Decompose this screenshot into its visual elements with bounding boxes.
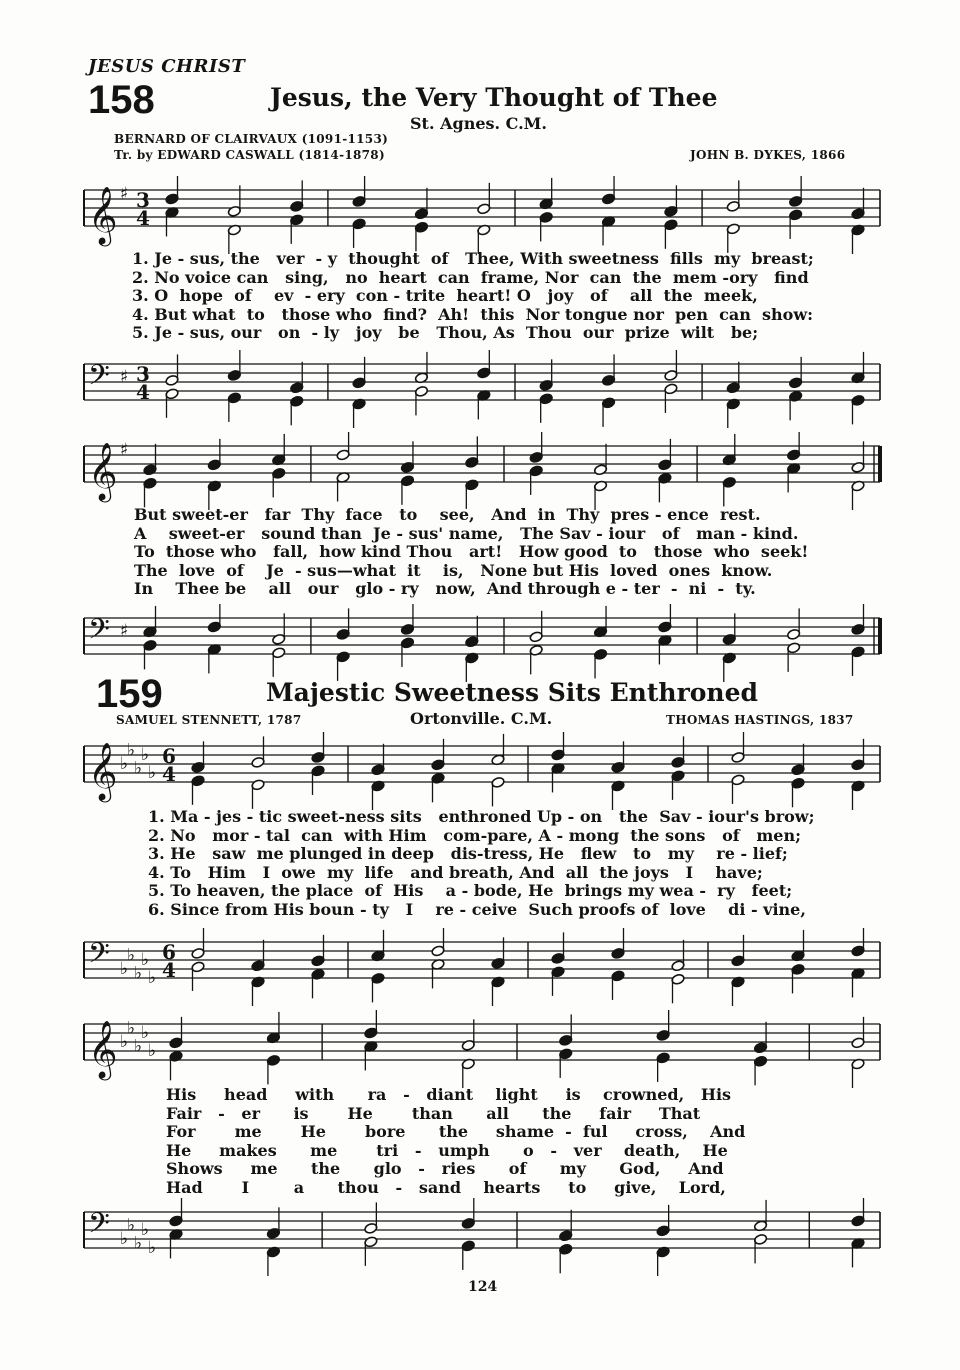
lyric-line: 6. Since from His boun - ty I re - ceive Such proofs of love di - vine,: [148, 899, 806, 919]
music-system: [0, 350, 960, 430]
flat-icon: ♭: [141, 950, 150, 970]
time-signature: 3: [136, 188, 150, 212]
flat-icon: ♭: [120, 1229, 129, 1249]
lyric-line: A sweet-er sound than Je - sus' name, The Sav - iour of man - kind.: [134, 523, 799, 543]
flat-icon: ♭: [134, 758, 143, 779]
composer-credit: THOMAS HASTINGS, 1837: [666, 713, 854, 727]
sharp-icon: ♯: [120, 367, 129, 387]
staff: [84, 732, 880, 810]
flat-icon: ♭: [141, 1023, 150, 1043]
flat-icon: ♭: [127, 1018, 136, 1039]
flat-icon: ♭: [134, 1036, 143, 1057]
staff: [84, 350, 880, 428]
bass-clef-icon: 𝄢: [88, 1207, 110, 1247]
time-signature: 4: [162, 958, 176, 982]
flat-icon: ♭: [148, 1238, 157, 1258]
music-system: [0, 1198, 960, 1278]
author-credit: SAMUEL STENNETT, 1787: [116, 713, 302, 727]
lyric-line: To those who fall, how kind Thou art! How good to those who seek!: [134, 542, 809, 561]
lyrics-verse-block: [132, 250, 814, 343]
lyric-line: 3. He saw me plunged in deep dis-tress, He flew to my re - lief;: [148, 844, 788, 863]
section-label: JESUS CHRIST: [88, 56, 246, 77]
flat-icon: ♭: [120, 754, 129, 774]
flat-icon: ♭: [120, 1032, 129, 1052]
flat-icon: ♭: [127, 740, 136, 761]
flat-icon: ♭: [134, 963, 143, 984]
lyric-line: Had I a thou - sand hearts to give, Lord,: [166, 1177, 726, 1197]
lyric-line: 4. To Him I owe my life and breath, And all the joys I have;: [148, 862, 763, 882]
music-system: [0, 176, 960, 256]
staff: [84, 1010, 880, 1088]
lyric-line: 5. Je - sus, our on - ly joy be Thou, As Thou our prize wilt be;: [132, 323, 759, 342]
time-signature: 4: [162, 762, 176, 786]
lyric-line: Fair - er is He than all the fair That: [166, 1103, 701, 1123]
sharp-icon: ♯: [120, 184, 129, 204]
lyric-line: 2. No voice can sing, no heart can frame, Nor can the mem -ory find: [132, 267, 809, 287]
lyric-line: 1. Ma - jes - tic sweet-ness sits enthroned Up - on the Sav - iour's brow;: [148, 807, 815, 826]
staff: [84, 604, 880, 682]
flat-icon: ♭: [141, 745, 150, 765]
bass-clef-icon: 𝄢: [88, 359, 110, 399]
hymn-number: 159: [96, 672, 163, 716]
bass-clef-icon: 𝄢: [88, 613, 110, 653]
lyric-line: 4. But what to those who find? Ah! this Nor tongue nor pen can show:: [132, 304, 814, 324]
lyric-line: The love of Je - sus—what it is, None but His loved ones know.: [134, 560, 773, 580]
staff: [84, 176, 880, 254]
treble-clef-icon: 𝄞: [88, 186, 118, 244]
hymn-title: Majestic Sweetness Sits Enthroned: [266, 678, 758, 707]
hymn-number: 158: [88, 78, 155, 122]
treble-clef-icon: 𝄞: [88, 442, 118, 500]
flat-icon: ♭: [134, 1233, 143, 1254]
lyric-line: For me He bore the shame - ful cross, And: [166, 1122, 746, 1141]
music-system: [0, 928, 960, 1008]
flat-icon: ♭: [148, 1041, 157, 1061]
lyrics-verse-block: [166, 1086, 745, 1197]
composer-credit: JOHN B. DYKES, 1866: [690, 148, 846, 162]
lyric-line: He makes me tri - umph o - ver death, He: [166, 1140, 728, 1160]
staff: [84, 928, 880, 1006]
treble-clef-icon: 𝄞: [88, 742, 118, 800]
music-system: [0, 1010, 960, 1090]
lyric-line: 1. Je - sus, the ver - y thought of Thee, With sweetness fills my breast;: [132, 249, 814, 268]
lyric-line: In Thee be all our glo - ry now, And through e - ter - ni - ty.: [134, 579, 756, 598]
music-system: [0, 732, 960, 812]
time-signature: 3: [136, 362, 150, 386]
tune-name: St. Agnes. C.M.: [410, 114, 547, 133]
lyric-line: But sweet-er far Thy face to see, And in Thy pres - ence rest.: [134, 505, 761, 524]
lyric-line: 3. O hope of ev - ery con - trite heart! O joy of all the meek,: [132, 286, 758, 305]
time-signature: 6: [162, 940, 176, 964]
flat-icon: ♭: [120, 959, 129, 979]
translator-credit: Tr. by EDWARD CASWALL (1814-1878): [114, 148, 385, 162]
flat-icon: ♭: [127, 1215, 136, 1236]
time-signature: 4: [136, 380, 150, 404]
lyrics-verse-block: [134, 506, 808, 599]
time-signature: 4: [136, 206, 150, 230]
lyrics-verse-block: [148, 808, 814, 919]
time-signature: 6: [162, 744, 176, 768]
lyric-line: 5. To heaven, the place of His a - bode, He brings my wea - ry feet;: [148, 881, 793, 900]
flat-icon: ♭: [148, 968, 157, 988]
treble-clef-icon: 𝄞: [88, 1020, 118, 1078]
hymn-title: Jesus, the Very Thought of Thee: [270, 83, 718, 112]
sharp-icon: ♯: [120, 621, 129, 641]
music-system: [0, 432, 960, 512]
flat-icon: ♭: [141, 1220, 150, 1240]
lyric-line: Shows me the glo - ries of my God, And: [166, 1159, 724, 1178]
bass-clef-icon: 𝄢: [88, 937, 110, 977]
flat-icon: ♭: [148, 763, 157, 783]
author-credit: BERNARD OF CLAIRVAUX (1091-1153): [114, 132, 389, 146]
sharp-icon: ♯: [120, 440, 129, 460]
page-number: 124: [468, 1279, 498, 1295]
tune-name: Ortonville. C.M.: [410, 709, 553, 728]
flat-icon: ♭: [127, 945, 136, 966]
lyric-line: His head with ra - diant light is crowned, His: [166, 1085, 732, 1104]
lyric-line: 2. No mor - tal can with Him com-pare, A - mong the sons of men;: [148, 825, 801, 845]
staff: [84, 432, 880, 510]
staff: [84, 1198, 880, 1276]
